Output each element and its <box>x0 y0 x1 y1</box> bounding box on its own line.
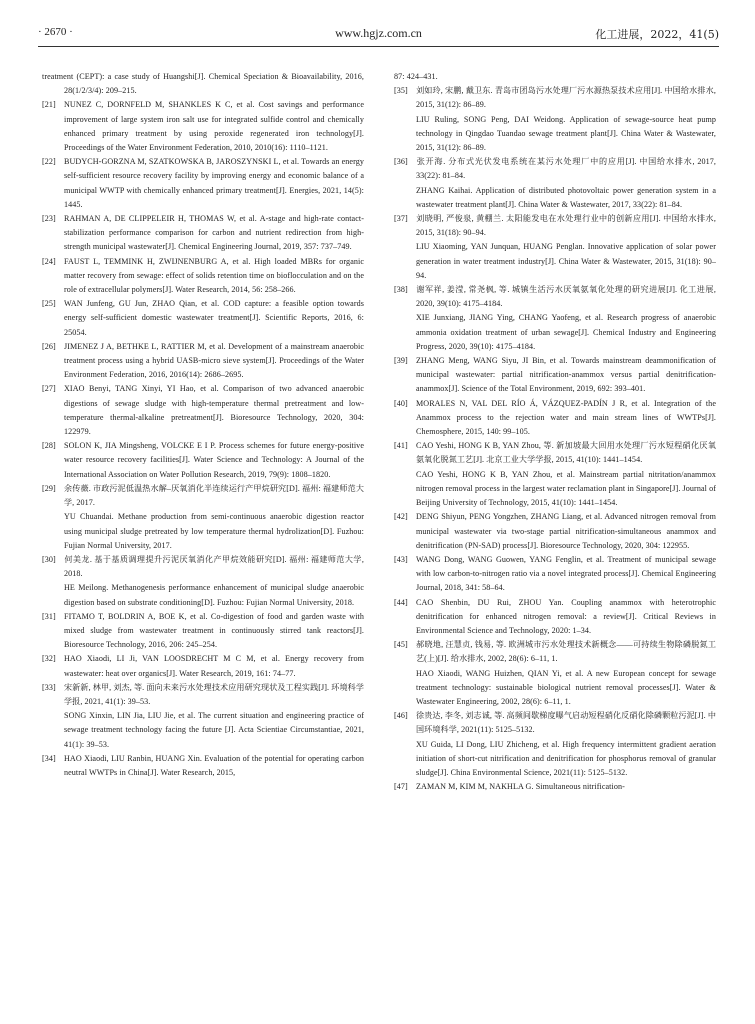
reference-entry <box>42 610 364 653</box>
reference-entry <box>394 155 716 212</box>
page-header <box>38 26 719 46</box>
reference-entry <box>42 553 364 610</box>
reference-number: [32] <box>42 654 56 664</box>
reference-number: [21] <box>42 100 56 110</box>
page-number: · 2670 · <box>38 26 73 38</box>
reference-text: NUNEZ C, DORNFELD M, SHANKLES K C, et al. Cost savings and performance improvement of large system iron salt use for integrated sulfide control and chemically enhanced primary treatment by using peroxide regenerated iron technology[J]. Proceedings of the Water Environment Federation, 2010, 2010(16): 1110–1121. <box>64 100 364 153</box>
reference-text: RAHMAN A, DE CLIPPELEIR H, THOMAS W, et al. A-stage and high-rate contact-stabilization performance comparison for carbon and nutrient redirection from high-strength municipal wastewater[J]. Chemical Engineering Journal, 2019, 357: 737–749. <box>64 214 364 252</box>
reference-number: [23] <box>42 214 56 224</box>
reference-text: 徐贵达, 李冬, 刘志诚, 等. 高频间歇梯度曝气启动短程硝化反硝化除磷颗粒污泥[J]. 中国环境科学, 2021(11): 5125–5132. <box>416 711 716 735</box>
header-divider <box>38 46 719 47</box>
reference-entry <box>394 84 716 155</box>
reference-text: FAUST L, TEMMINK H, ZWIJNENBURG A, et al. High loaded MBRs for organic matter recovery from sewage: effect of solids retention time on bioflocculation and on the role of extracellular polymers[J]. Water Research, 2014, 56: 258–266. <box>64 256 364 295</box>
reference-text: 刘如玲, 宋鹏, 戴卫东. 青岛市团岛污水处理厂污水源热泵技术应用[J]. 中国给水排水, 2015, 31(12): 86–89. <box>416 86 716 110</box>
reference-text: ZAMAN M, KIM M, NAKHLA G. Simultaneous nitrification- <box>416 782 625 792</box>
reference-text: ZHANG Meng, WANG Siyu, JI Bin, et al. Towards mainstream deammonification of municipal wastewater: partial nitrification-anammox versus partial denitrification-anammox[J]. Science of the Total Environment, 2019, 692: 393–401. <box>416 356 716 394</box>
reference-text: SOLON K, JIA Mingsheng, VOLCKE E I P. Process schemes for future energy-positive water resource recovery facilities[J]. Water Science and Technology: A Journal of the International Association on Water Pollution Research, 2019, 79(9): 1808–1820. <box>64 441 364 479</box>
reference-entry <box>394 70 716 84</box>
reference-text: XIAO Benyi, TANG Xinyi, YI Hao, et al. Comparison of two advanced anaerobic digestions of sewage sludge with high-temperature thermal pretreatment and low-temperature thermal-alkaline pretreatment[J]. Bioresource Technology, 2020, 304: 122979. <box>64 384 364 437</box>
reference-number: [46] <box>394 711 408 721</box>
reference-text: 谢军祥, 姜滢, 常尧枫, 等. 城镇生活污水厌氧氨氧化处理的研究进展[J]. 化工进展, 2020, 39(10): 4175–4184. <box>416 285 716 309</box>
reference-number: [22] <box>42 157 56 167</box>
reference-number: [24] <box>42 256 56 266</box>
reference-number: [37] <box>394 214 408 224</box>
reference-translation: XIE Junxiang, JIANG Ying, CHANG Yaofeng, et al. Research progress of anaerobic ammonia oxidation treatment of urban sewage[J]. Chemical Industry and Engineering Progress, 2020, 39(10): 4175–4184. <box>416 313 716 351</box>
reference-number: [29] <box>42 483 56 493</box>
reference-entry <box>42 297 364 340</box>
reference-number: [33] <box>42 682 56 692</box>
reference-translation: HAO Xiaodi, WANG Huizhen, QIAN Yi, et al. A new European concept for sewage treatment technology: sustainable biological nutrient removal processes[J]. Water & Wastewater Engineering, 2002, 28(6): 6–11, 1. <box>416 668 716 706</box>
reference-text: HAO Xiaodi, LIU Ranbin, HUANG Xin. Evaluation of the potential for operating carbon neutral WWTPs in China[J]. Water Research, 2015, <box>64 753 364 777</box>
reference-text: WANG Dong, WANG Guowen, YANG Fenglin, et al. Treatment of municipal sewage with low carbon-to-nitrogen ratio via a novel integrated process[J]. Chemical Engineering Journal, 2018, 341: 58–64. <box>416 554 716 593</box>
reference-text: HAO Xiaodi, LI Ji, VAN LOOSDRECHT M C M, et al. Energy recovery from wastewater: heat over organics[J]. Water Research, 2019, 161: 74–77. <box>64 654 364 678</box>
reference-translation: SONG Xinxin, LIN Jia, LIU Jie, et al. The current situation and engineering practice of sewage treatment technology facing the future [J]. Acta Scientiae Circumstantiae, 2021, 41(1): 39–53. <box>64 711 364 749</box>
reference-entry <box>42 212 364 255</box>
reference-text: 郝晓地, 汪慧贞, 钱易, 等. 欧洲城市污水处理技术新概念——可持续生物除磷脱氮工艺(上)[J]. 给水排水, 2002, 28(6): 6–11, 1. <box>416 640 716 664</box>
reference-entry <box>42 70 364 98</box>
reference-entry <box>42 340 364 383</box>
reference-number: [35] <box>394 86 408 96</box>
reference-text: 余传薇. 市政污泥低温热水解–厌氧消化半连续运行产甲烷研究[D]. 福州: 福建师范大学, 2017. <box>64 483 364 508</box>
reference-translation: HE Meilong. Methanogenesis performance enhancement of municipal sludge anaerobic digestion based on substrate conditioning[D]. Fuzhou: Fujian Normal University, 2018. <box>64 583 364 607</box>
reference-entry <box>394 510 716 553</box>
reference-entry <box>42 382 364 439</box>
reference-entry <box>42 482 364 553</box>
reference-number: [44] <box>394 597 408 607</box>
reference-number: [36] <box>394 157 408 167</box>
reference-entry <box>394 709 716 780</box>
reference-text: treatment (CEPT): a case study of Huangshi[J]. Chemical Speciation & Bioavailability, 2016, 28(1/2/3/4): 209–215. <box>42 72 364 96</box>
reference-text: MORALES N, VAL DEL RÍO Á, VÁZQUEZ-PADÍN J R, et al. Integration of the Anammox process to the rejection water and main stream lines of WWTPs[J]. Chemosphere, 2015, 140: 99–105. <box>416 398 716 437</box>
reference-number: [39] <box>394 356 408 366</box>
reference-number: [27] <box>42 384 56 394</box>
reference-number: [26] <box>42 341 56 351</box>
reference-number: [43] <box>394 554 408 564</box>
reference-text: DENG Shiyun, PENG Yongzhen, ZHANG Liang, et al. Advanced nitrogen removal from municipal wastewater via two-stage partial nitrification-simultaneous anammox and denitrification (PN-SAD) process[J]. Bioresource Technology, 2020, 304: 122955. <box>416 512 716 550</box>
reference-column-left <box>42 70 364 780</box>
reference-entry <box>42 652 364 680</box>
reference-translation: YU Chuandai. Methane production from semi-continuous anaerobic digestion reactor using municipal sludge pretreated by low temperature thermal hydrolization[D]. Fuzhou: Fujian Normal University, 2017. <box>64 512 364 550</box>
reference-text: 宋新新, 林甲, 刘杰, 等. 面向未来污水处理技术应用研究现状及工程实践[J]. 环境科学学报, 2021, 41(1): 39–53. <box>64 682 364 706</box>
reference-entry <box>394 212 716 283</box>
reference-entry <box>394 638 716 709</box>
reference-number: [42] <box>394 512 408 522</box>
reference-number: [47] <box>394 782 408 792</box>
reference-number: [38] <box>394 285 408 295</box>
reference-number: [40] <box>394 398 408 408</box>
reference-translation: LIU Ruling, SONG Peng, DAI Weidong. Application of sewage-source heat pump technology in Qingdao Tuandao sewage treatment plant[J]. China Water & Wastewater, 2015, 31(12): 86–89. <box>416 114 716 153</box>
reference-entry <box>42 752 364 780</box>
reference-entry <box>394 354 716 397</box>
reference-text: FITAMO T, BOLDRIN A, BOE K, et al. Co-digestion of food and garden waste with mixed sludge from wastewater treatment in continuously stirred tank reactors[J]. Bioresource Technology, 2016, 206: 245–254. <box>64 611 364 650</box>
reference-number: [28] <box>42 441 56 451</box>
reference-entry <box>394 283 716 354</box>
reference-text: CAO Yeshi, HONG K B, YAN Zhou, 等. 新加坡最大回用水处理厂污水短程硝化厌氧氨氧化脱氮工艺[J]. 北京工业大学学报, 2015, 41(10): 1441–1454. <box>416 441 716 465</box>
reference-text: BUDYCH-GORZNA M, SZATKOWSKA B, JAROSZYNSKI L, et al. Towards an energy self-sufficient resource recovery facility by improving energy and economic balance of a municipal WWTP with chemically enhanced primary treatment[J]. Energies, 2021, 14(5): 1445. <box>64 157 364 209</box>
reference-translation: XU Guida, LI Dong, LIU Zhicheng, et al. High frequency intermittent gradient aeration initiation of short-cut nitrification and denitrification for phosphorus removal of granular sludge[J]. China Environmental Science, 2021(11): 5125–5132. <box>416 739 716 777</box>
reference-entry <box>394 780 716 794</box>
reference-text: WAN Junfeng, GU Jun, ZHAO Qian, et al. COD capture: a feasible option towards energy self-sufficient domestic wastewater treatment[J]. Scientific Reports, 2016, 6: 25054. <box>64 299 364 337</box>
reference-text: 何美龙. 基于基质调理提升污泥厌氧消化产甲烷效能研究[D]. 福州: 福建师范大学, 2018. <box>64 554 364 579</box>
reference-entry <box>42 255 364 298</box>
reference-entry <box>42 681 364 752</box>
journal-issue: 化工进展，2022，41(5) <box>595 28 719 41</box>
reference-entry <box>394 397 716 440</box>
journal-website[interactable]: www.hgjz.com.cn <box>335 26 422 40</box>
reference-text: 刘晓明, 严俊泉, 黄棚兰. 太阳能发电在水处理行业中的创新应用[J]. 中国给水排水, 2015, 31(18): 90–94. <box>416 214 716 238</box>
reference-entry <box>394 439 716 510</box>
reference-entry <box>394 553 716 596</box>
reference-entry <box>42 439 364 482</box>
reference-text: 87: 424–431. <box>394 72 438 81</box>
reference-number: [34] <box>42 753 56 763</box>
reference-number: [31] <box>42 611 56 621</box>
reference-number: [45] <box>394 640 408 650</box>
reference-translation: LIU Xiaoming, YAN Junquan, HUANG Penglan. Innovative application of solar power generation in water treatment industry[J]. China Water & Wastewater, 2015, 31(18): 90–94. <box>416 242 716 280</box>
reference-text: CAO Shenbin, DU Rui, ZHOU Yan. Coupling anammox with heterotrophic denitrification for enhanced nitrogen removal: a review[J]. Critical Reviews in Environmental Science and Technology, 2020: 1–34. <box>416 597 716 635</box>
reference-translation: CAO Yeshi, HONG K B, YAN Zhou, et al. Mainstream partial nitritation/anammox nitrogen removal process in the largest water reclamation plant in Singapore[J]. Journal of Beijing University of Technology, 2015, 41(10): 1441–1454. <box>416 469 716 508</box>
reference-translation: ZHANG Kaihai. Application of distributed photovoltaic power generation system in a wastewater treatment plant[J]. China Water & Wastewater, 2017, 33(22): 81–84. <box>416 185 716 209</box>
reference-number: [30] <box>42 554 56 564</box>
reference-number: [41] <box>394 441 408 451</box>
reference-text: 张开海. 分布式光伏发电系统在某污水处理厂中的应用[J]. 中国给水排水, 2017, 33(22): 81–84. <box>416 157 716 181</box>
reference-entry <box>42 155 364 212</box>
reference-number: [25] <box>42 299 56 309</box>
reference-entry <box>42 98 364 155</box>
reference-column-right <box>394 70 716 794</box>
reference-text: JIMENEZ J A, BETHKE L, RATTIER M, et al. Development of a mainstream anaerobic treatment process using a hybrid UASB-micro sieve system[J]. Proceedings of the Water Environment Federation, 2016, 2016(14): 2686–2695. <box>64 341 364 380</box>
reference-entry <box>394 596 716 639</box>
